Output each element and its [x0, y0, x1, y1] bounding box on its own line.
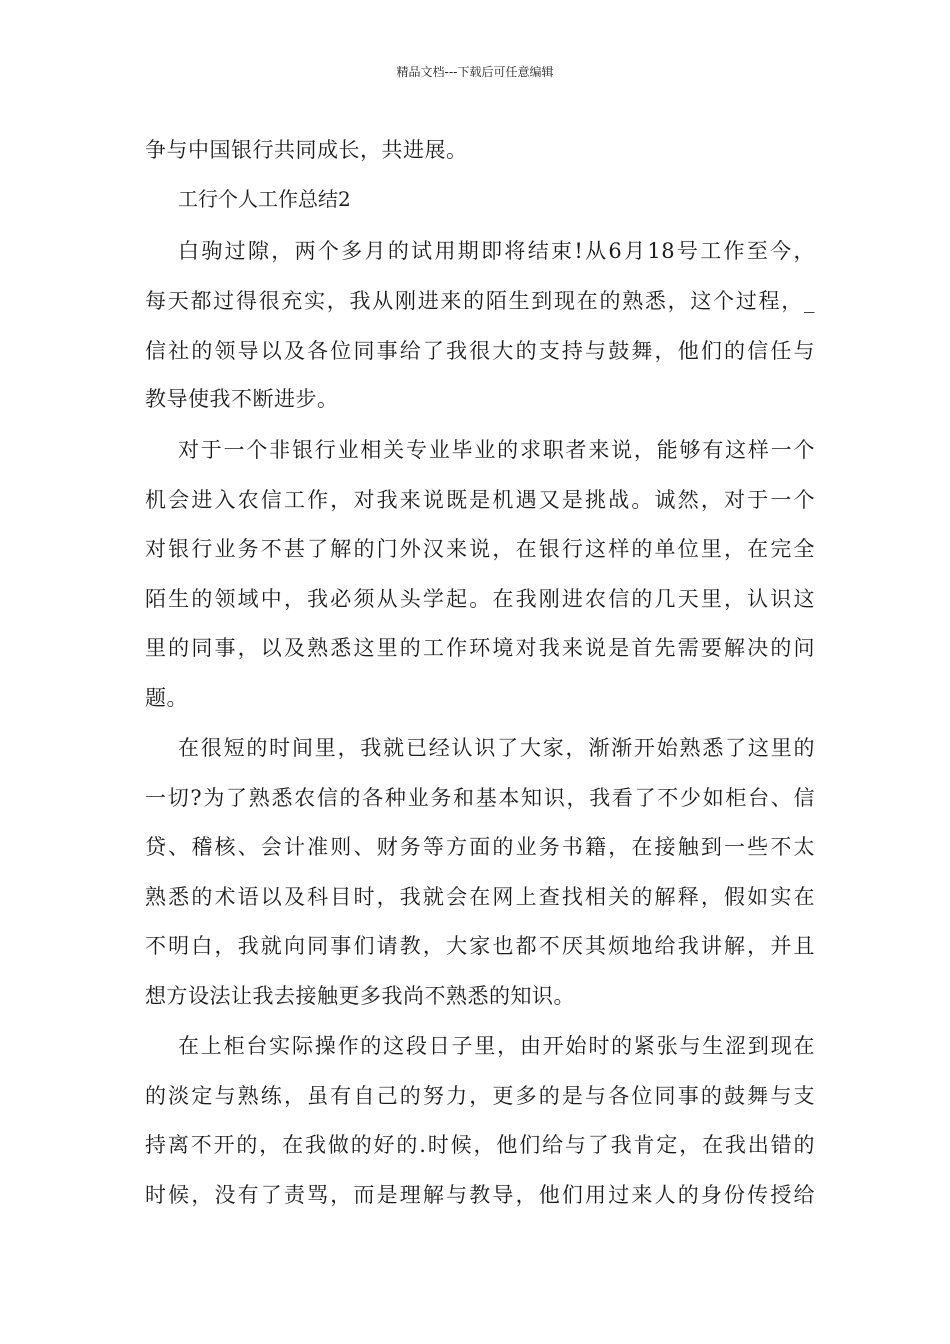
text-line: 想方设法让我去接触更多我尚不熟悉的知识。 [145, 984, 575, 1008]
text-line: 教导使我不断进步。 [145, 387, 339, 411]
text-line: 在很短的时间里，我就已经认识了大家，渐渐开始熟悉了这里的 [178, 736, 815, 760]
text-line: 题。 [145, 686, 188, 710]
text-line: 白驹过隙，两个多月的试用期即将结束!从6月18号工作至今， [178, 239, 815, 263]
text-line: 信社的领导以及各位同事给了我很大的支持与鼓舞，他们的信任与 [145, 339, 815, 363]
text-line: 每天都过得很充实，我从刚进来的陌生到现在的熟悉，这个过程，_ [145, 289, 815, 313]
text-line: 对于一个非银行业相关专业毕业的求职者来说，能够有这样一个 [178, 438, 815, 462]
text-line: 一切?为了熟悉农信的各种业务和基本知识，我看了不少如柜台、信 [145, 786, 815, 810]
text-line: 不明白，我就向同事们请教，大家也都不厌其烦地给我讲解，并且 [145, 934, 815, 958]
text-line: 在上柜台实际操作的这段日子里，由开始时的紧张与生涩到现在 [178, 1034, 815, 1058]
text-line: 对银行业务不甚了解的门外汉来说，在银行这样的单位里，在完全 [145, 537, 815, 561]
text-line: 的淡定与熟练，虽有自己的努力，更多的是与各位同事的鼓舞与支 [145, 1084, 815, 1108]
section-heading: 工行个人工作总结2 [178, 187, 351, 211]
text-line: 熟悉的术语以及科目时，我就会在网上查找相关的解释，假如实在 [145, 885, 815, 909]
text-line: 持离不开的，在我做的好的.时候，他们给与了我肯定，在我出错的 [145, 1133, 815, 1157]
text-line: 争与中国银行共同成长，共进展。 [145, 138, 468, 162]
text-line: 时候，没有了责骂，而是理解与教导，他们用过来人的身份传授给 [145, 1183, 815, 1207]
text-line: 陌生的领域中，我必须从头学起。在我刚进农信的几天里，认识这 [145, 587, 815, 611]
page-header: 精品文档---下载后可任意编辑 [396, 65, 554, 79]
text-line: 贷、稽核、会计准则、财务等方面的业务书籍，在接触到一些不太 [145, 835, 815, 859]
text-line: 里的同事，以及熟悉这里的工作环境对我来说是首先需要解决的问 [145, 636, 815, 660]
text-line: 机会进入农信工作，对我来说既是机遇又是挑战。诚然，对于一个 [145, 488, 815, 512]
